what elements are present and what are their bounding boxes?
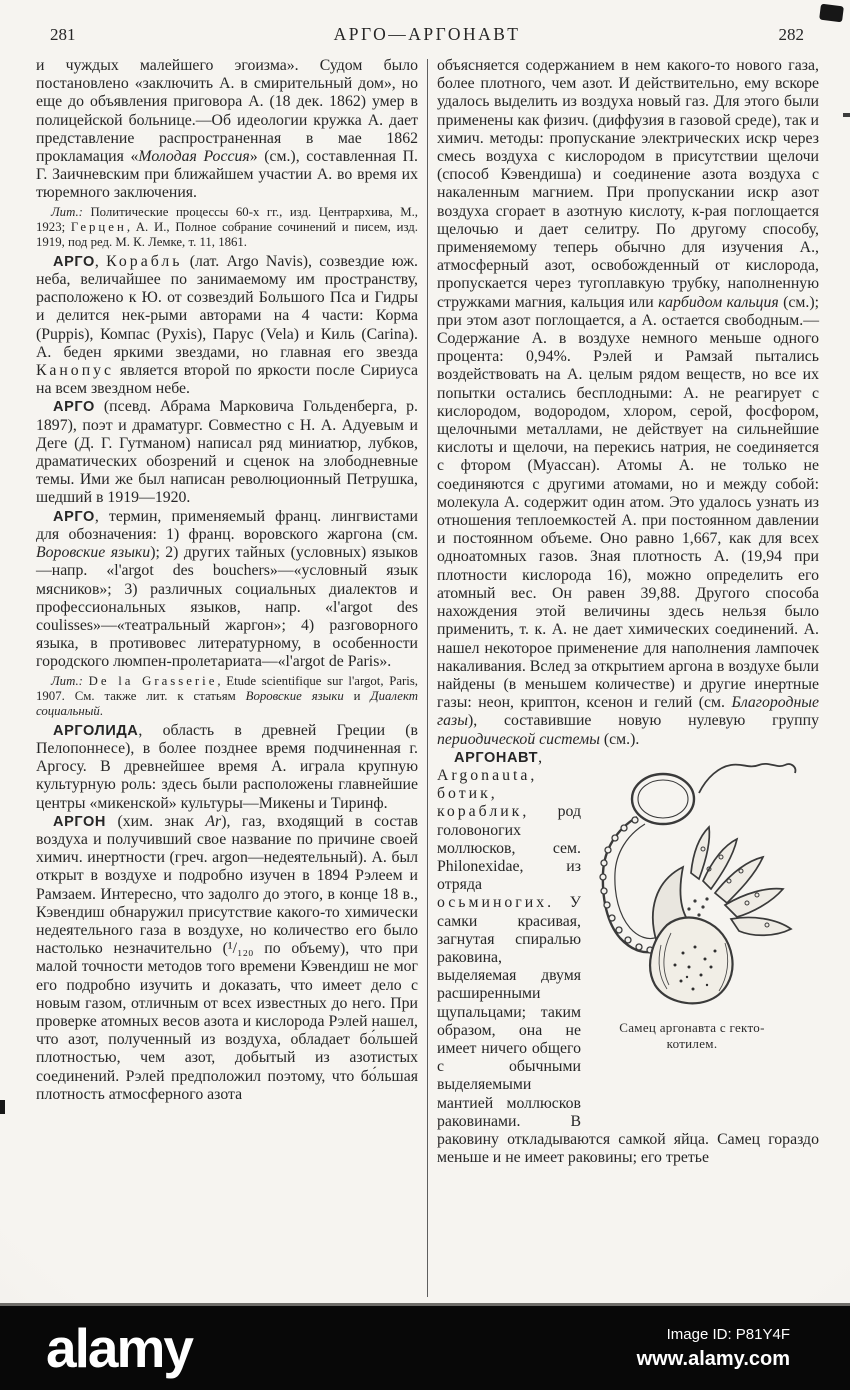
scan-artifact-left-edge <box>0 1100 5 1114</box>
figure-caption-line-2: котилем. <box>666 1036 718 1052</box>
figure-caption <box>591 1020 819 1053</box>
entry-argo-constellation: АРГО, Корабль (лат. Argo Navis), созвездие юж. неба, величайшее по занимаемому им пространству, расположено к Ю. от созвездий Большого Пса и Гидры и делится нек-рыми авторами на 4 части: Корма (Puppis), Компас (Pyxis), Парус (Vela) и Киль (Carina). А. беден яркими звездами, но главная его звезда Канопус является второй по яркости после Сириуса на всем звездном небе. <box>36 252 418 398</box>
watermark-meta <box>637 1326 790 1371</box>
argonaut-paragraph: АРГОНАВТ, Argonauta, ботик, кораблик, род головоногих моллюсков, сем. Philonexidae, из отряда осьминогих. У самки красивая, загнутая спиралью раковина, выделяемая двумя расширенными щупальцами; таким образом, она не имеет ничего общего с обычными выделяемыми мантией моллюсков раковинами. В раковину <box>437 748 581 1148</box>
entry-argon: АРГОН (хим. знак Ar), газ, входящий в состав воздуха и получивший свое название по причине своей химич. инертности (греч. argon—недеятельный). А. был открыт в воздухе и подробно изучен в 1894 Рэлеем и Рамзаем. Интересно, что задолго до этого, в конце 18 в., Кэвендиш обнаружил присутствие какого-то химически недеятельного газа в воздухе, но количество его было настолько незначительно (¹/₁₂₀ по объему), что при малой точности методов того времени Кэвендиш не мог его подробно изучить и доказать, что имеет дело с новым газом, отличным от всех известных до него. При проверке атомных весов азота и кислорода Рэлей нашел, что азот, полученный из воздуха, обладает бо́льшей плотностью, чем азот, добытый из азотистых соединений. Рэлей предположил поэтому, что бо́льшая плотность атмосферного азота <box>36 812 418 1103</box>
entry-argolida: АРГОЛИДА, область в древней Греции (в Пелопоннесе), в более позднее время подчиненная г. Аргосу. В древнейшее время А. играла крупную культурную роль: здесь были расположены главнейшие центры «микенской» культуры—Микены и Тиринф. <box>36 721 418 812</box>
page-number-right: 282 <box>778 25 804 44</box>
watermark-bar <box>0 1303 850 1390</box>
paragraph-continuation: и чуждых малейшего эгоизма». Судом было постановлено «заключить А. в смирительный дом», но еще до объявления приговора А. (18 дек. 1862) умер в полицейской больнице.—Об идеологии кружка А. дает представление распространенная в мае 1862 прокламация «Молодая Россия» (см.), составленная П. Г. Заичневским при ближайшем участии А. во время их тюремного заключения. <box>36 57 418 202</box>
figure-caption-line-1: Самец аргонавта с гекто- <box>619 1019 765 1035</box>
entry-argonaut <box>437 749 819 1168</box>
bibliography-block-2: Лит.: De la Grasserie, Etude scientifique sur l'argot, Paris, 1907. См. также лит. к статьям Воровские языки и Диалект социальный. <box>36 673 418 719</box>
running-title: АРГО—АРГОНАВТ <box>333 24 521 44</box>
alamy-website-text: www.alamy.com <box>636 1347 790 1370</box>
page-number-left: 281 <box>50 25 76 44</box>
right-column <box>437 57 819 1303</box>
two-column-text <box>0 57 850 1303</box>
entry-argo-pseudonym: АРГО (псевд. Абрама Марковича Гольденберга, р. 1897), поэт и драматург. Совместно с Н. А. Адуевым и Деге (Д. Г. Гутманом) написал ряд миниатюр, лубков, драматических обозрений и сценок на злободневные темы. Ими же был написан революционный Петрушка, шедший в 1919—1920. <box>36 398 418 507</box>
page-header <box>0 0 850 45</box>
scan-artifact-right-edge <box>843 113 850 117</box>
entry-argon-continued: объясняется содержанием в нем какого-то нового газа, более плотного, чем азот. И действительно, ему вскоре удалось выделить из воздуха новый газ. Для этого были применены как физич. (диффузия в газовой среде), так и химич. методы: пропускание электрических искр через смесь воздуха с кислородом в присутствии щелочи (способ Кэвендиша) и соединение азота воздуха с накаленным магнием. При пропускании искр азот воздуха сгорает в азотную кислоту, к-рая поглощается щелочью и дает селитру. По другому способу, применяемому теперь обычно для изучения А., атмосферный азот, освобожденный от кислорода, пропускается через тугоплавкую трубку, наполненную стружками магния, кальция или карбидом кальция (см.); при этом азот поглощается, а А. остается свободным.— Содержание А. в воздухе немного меньше одного процента: 0,94%. Рэлей и Рамзай пытались воздействовать на А. целым рядом веществ, но все их попытки остались бесплодными: А. не реагирует с кислородом, водородом, хлором, серой, фосфором, щелочными металлами, не действует на сильнейшие кислоты и щелочи, на перекись натрия, не соединяется с фтором (Муассан). Атомы А. не только не соединяются с другими атомами, но и между собой: молекула А. содержит один атом. Это удалось узнать из отношения теплоемкостей А. при постоянном давлении и постоянном объеме. Оно равно 1,667, как для всех одноатомных газов. Зная плотность А. (19,94 при плотности кислорода 16), можно определить его атомный вес. Он равен 39,88. Другого способа нахождения этой величины здесь нельзя было применить, т. к. А. не дает химических соединений. А. нашел некоторое применение для наполнения лампочек накаливания. Вслед за открытием аргона в воздухе были найдены (в меньшем количестве) и другие инертные газы: неон, криптон, ксенон и гелий (см. Благородные газы), составившие новую нулевую группу периодической системы (см.). <box>437 57 819 748</box>
alamy-logo: alamy <box>46 1316 192 1379</box>
column-divider-rule <box>427 59 428 1297</box>
left-column <box>36 57 418 1303</box>
scan-artifact-corner <box>819 4 844 23</box>
argonaut-engraving-illustration <box>591 753 819 1005</box>
argonaut-paragraph-tail: откладываются самкой яйца. Самец гораздо меньше и не имеет раковины; его третье <box>437 1130 819 1167</box>
bibliography-block-1: Лит.: Политические процессы 60-х гг., изд. Центрархива, М., 1923; Герцен, А. И., Полное собрание сочинений и писем, изд. 1919, под ред. М. К. Лемке, т. 11, 1861. <box>36 204 419 250</box>
argonaut-figure <box>591 753 819 1125</box>
image-id-text: Image ID: P81Y4F <box>666 1325 790 1343</box>
entry-argo-term: АРГО, термин, применяемый франц. лингвистами для обозначения: 1) франц. воровского жаргона (см. Воровские языки); 2) других тайных (условных) языков—напр. «l'argot des bouchers»—«условный язык мясников»; 3) различных социальных диалектов и профессиональных языков, напр. «l'argot des coulisses»—«театральный жаргон»; 4) разговорного языка, в противовес литературному, в особенности городского люмпен-пролетариата—«l'argot de Paris». <box>36 507 418 671</box>
